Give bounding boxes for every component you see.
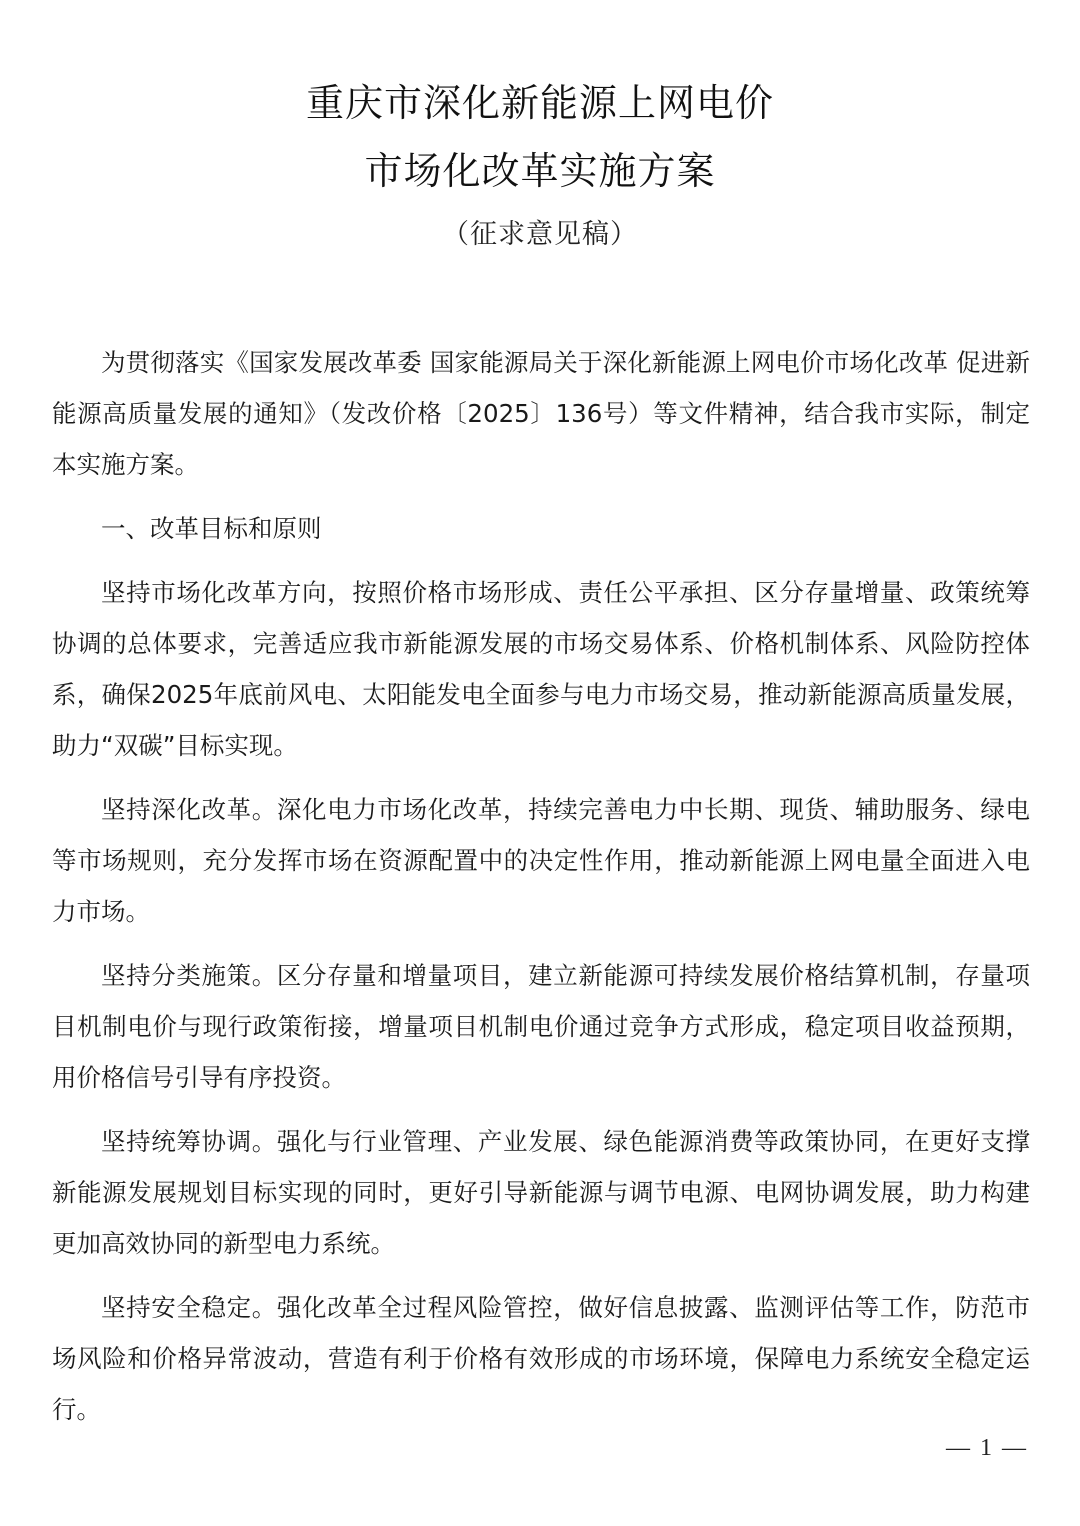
section-paragraph-safety-stability: 坚持安全稳定。强化改革全过程风险管控，做好信息披露、监测评估等工作，防范市场风险和价格异常波动，营造有利于价格有效形成的市场环境，保障电力系统安全稳定运行。 xyxy=(52,1293,1030,1424)
document-title-line-1: 重庆市深化新能源上网电价 xyxy=(305,81,774,125)
document-body xyxy=(52,337,1030,1448)
document-title-line-2: 市场化改革实施方案 xyxy=(364,149,716,193)
section-paragraph-classified-policy: 坚持分类施策。区分存量和增量项目，建立新能源可持续发展价格结算机制，存量项目机制电价与现行政策衔接，增量项目机制电价通过竞争方式形成，稳定项目收益预期，用价格信号引导有序投资。 xyxy=(52,961,1030,1092)
page-number: — 1 — xyxy=(946,1435,1028,1461)
document-subtitle: （征求意见稿） xyxy=(442,219,638,250)
section-heading: 一、改革目标和原则 xyxy=(101,514,322,543)
intro-paragraph: 为贯彻落实《国家发展改革委 国家能源局关于深化新能源上网电价市场化改革 促进新能源高质量发展的通知》（发改价格〔2025〕136号）等文件精神，结合我市实际，制定本实施方案。 xyxy=(52,348,1030,479)
section-paragraph-goal: 坚持市场化改革方向，按照价格市场形成、责任公平承担、区分存量增量、政策统筹协调的总体要求，完善适应我市新能源发展的市场交易体系、价格机制体系、风险防控体系，确保2025年底前风电、太阳能发电全面参与电力市场交易，推动新能源高质量发展，助力“双碳”目标实现。 xyxy=(52,578,1030,760)
section-paragraph-deepen-reform: 坚持深化改革。深化电力市场化改革，持续完善电力中长期、现货、辅助服务、绿电等市场规则，充分发挥市场在资源配置中的决定性作用，推动新能源上网电量全面进入电力市场。 xyxy=(52,795,1030,926)
section-paragraph-coordination: 坚持统筹协调。强化与行业管理、产业发展、绿色能源消费等政策协同，在更好支撑新能源发展规划目标实现的同时，更好引导新能源与调节电源、电网协调发展，助力构建更加高效协同的新型电力系统。 xyxy=(52,1127,1030,1258)
